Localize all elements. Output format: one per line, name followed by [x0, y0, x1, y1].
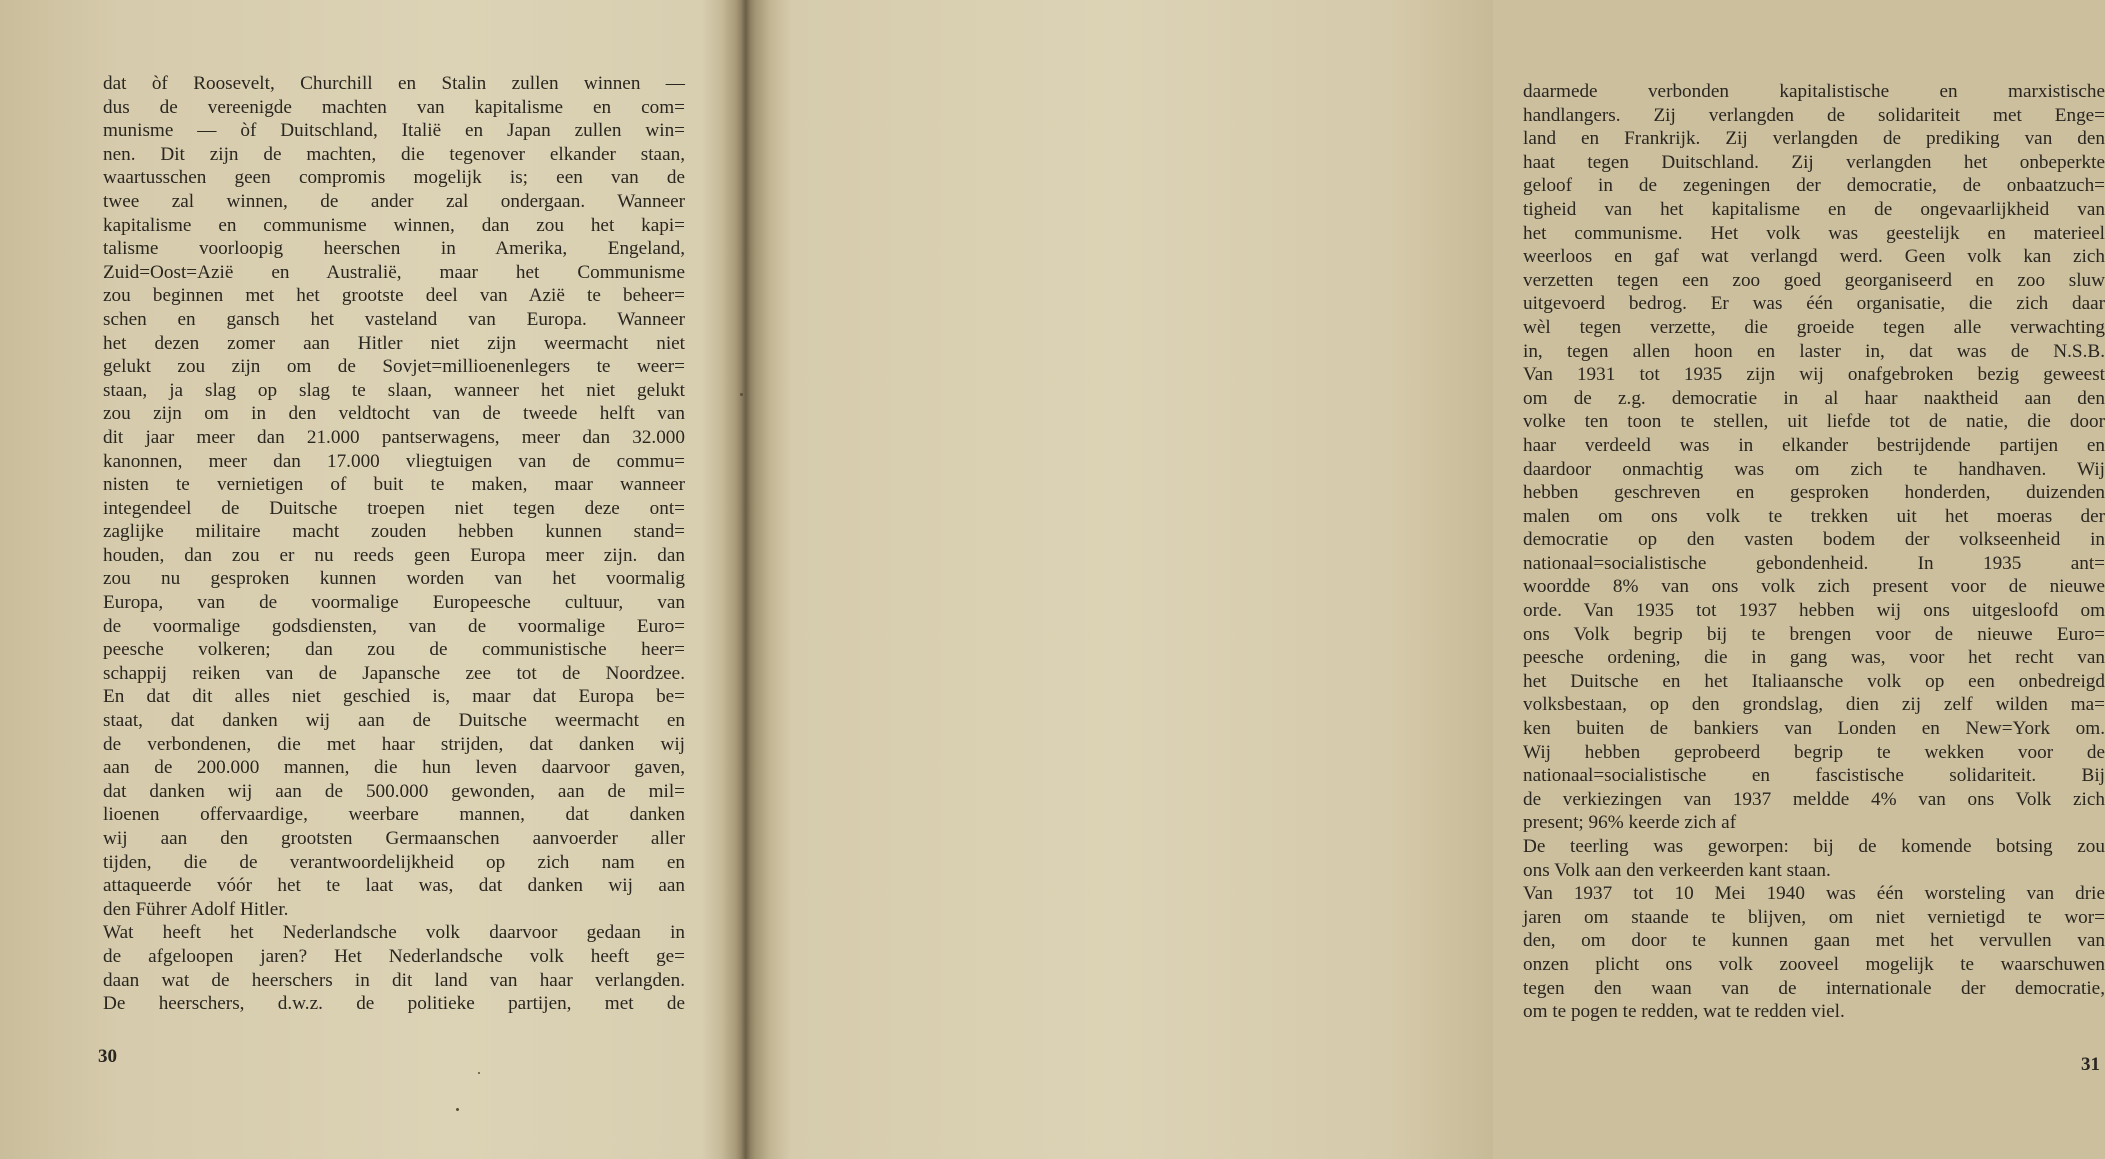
- text-line: aan de 200.000 mannen, die hun leven daarvoor gaven,: [103, 757, 685, 779]
- text-line: nationaal=socialistische gebondenheid. In 1935 ant=: [1523, 552, 2105, 574]
- paper-speck: [740, 393, 743, 396]
- text-line: integendeel de Duitsche troepen niet tegen deze ont=: [103, 497, 685, 519]
- text-line: zou beginnen met het grootste deel van Azië te beheer=: [103, 285, 685, 307]
- text-line: de verbondenen, die met haar strijden, dat danken wij: [103, 733, 685, 755]
- text-line: nen. Dit zijn de machten, die tegenover elkander staan,: [103, 143, 685, 165]
- text-line: zou zijn om in den veldtocht van de tweede helft van: [103, 403, 685, 425]
- text-line: kanonnen, meer dan 17.000 vliegtuigen van de commu=: [103, 450, 685, 472]
- text-line: nationaal=socialistische en fascistische solidariteit. Bij: [1523, 765, 2105, 787]
- text-line: onzen plicht ons volk zooveel mogelijk te waarschuwen: [1523, 953, 2105, 975]
- text-line: waartusschen geen compromis mogelijk is; een van de: [103, 167, 685, 189]
- text-line: staat, dat danken wij aan de Duitsche weermacht en: [103, 710, 685, 732]
- text-line: Zuid=Oost=Azië en Australië, maar het Communisme: [103, 261, 685, 283]
- left-page-body: [103, 72, 685, 1016]
- text-line: geloof in de zegeningen der democratie, de onbaatzuch=: [1523, 175, 2105, 197]
- text-line: haat tegen Duitschland. Zij verlangden het onbeperkte: [1523, 151, 2105, 173]
- text-line: dat danken wij aan de 500.000 gewonden, aan de mil=: [103, 780, 685, 802]
- right-page-number: 31: [2081, 1054, 2100, 1075]
- text-line: het Duitsche en het Italiaansche volk op een onbedreigd: [1523, 670, 2105, 692]
- text-line: De heerschers, d.w.z. de politieke partijen, met de: [103, 993, 685, 1015]
- right-page-body: [1523, 80, 2105, 1024]
- text-line: talisme voorloopig heerschen in Amerika, Engeland,: [103, 238, 685, 260]
- text-line: het communisme. Het volk was geestelijk en materieel: [1523, 222, 2105, 244]
- text-line: De teerling was geworpen: bij de komende botsing zou: [1523, 836, 2105, 857]
- right-page: [746, 0, 2105, 1159]
- paper-speck: [478, 1072, 480, 1074]
- text-line: haar verdeeld was in elkander bestrijdende partijen en: [1523, 434, 2105, 456]
- text-line: uitgevoerd bedrog. Er was één organisatie, die zich daar: [1523, 293, 2105, 315]
- text-line: Wij hebben geprobeerd begrip te wekken voor de: [1523, 741, 2105, 763]
- text-line: daan wat de heerschers in dit land van haar verlangden.: [103, 969, 685, 991]
- text-line: orde. Van 1935 tot 1937 hebben wij ons uitgesloofd om: [1523, 600, 2105, 622]
- text-line: dat òf Roosevelt, Churchill en Stalin zullen winnen —: [103, 73, 685, 94]
- text-line: tegen den waan van de internationale der democratie,: [1523, 977, 2105, 999]
- text-line: houden, dan zou er nu reeds geen Europa meer zijn. dan: [103, 544, 685, 566]
- text-line: peesche ordening, die in gang was, voor het recht van: [1523, 647, 2105, 669]
- text-line: land en Frankrijk. Zij verlangden de prediking van den: [1523, 128, 2105, 150]
- text-line: wèl tegen verzette, die groeide tegen alle verwachting: [1523, 316, 2105, 338]
- text-line: peesche volkeren; dan zou de communistische heer=: [103, 639, 685, 661]
- text-line: schappij reiken van de Japansche zee tot de Noordzee.: [103, 662, 685, 684]
- text-line: de verkiezingen van 1937 meldde 4% van ons Volk zich: [1523, 788, 2105, 810]
- text-line: present; 96% keerde zich af: [1523, 812, 1737, 834]
- text-line: jaren om staande te blijven, om niet vernietigd te wor=: [1523, 906, 2105, 928]
- text-line: En dat dit alles niet geschied is, maar dat Europa be=: [103, 686, 685, 708]
- text-line: de afgeloopen jaren? Het Nederlandsche volk heeft ge=: [103, 945, 685, 967]
- text-line: den Führer Adolf Hitler.: [103, 898, 289, 920]
- text-line: de voormalige godsdiensten, van de voormalige Euro=: [103, 615, 685, 637]
- text-line: in, tegen allen hoon en laster in, dat was de N.S.B.: [1523, 340, 2105, 362]
- text-line: malen om ons volk te trekken uit het moeras der: [1523, 505, 2105, 527]
- text-line: tigheid van het kapitalisme en de ongevaarlijkheid van: [1523, 198, 2105, 220]
- text-line: tijden, die de verantwoordelijkheid op zich nam en: [103, 851, 685, 873]
- text-line: ons Volk aan den verkeerden kant staan.: [1523, 859, 1831, 881]
- text-line: ons Volk begrip bij te brengen voor de nieuwe Euro=: [1523, 623, 2105, 645]
- text-line: lioenen offervaardige, weerbare mannen, dat danken: [103, 804, 685, 826]
- text-line: den, om door te kunnen gaan met het vervullen van: [1523, 930, 2105, 952]
- text-line: zou nu gesproken kunnen worden van het voormalig: [103, 568, 685, 590]
- text-line: dit jaar meer dan 21.000 pantserwagens, meer dan 32.000: [103, 426, 685, 448]
- text-line: woordde 8% van ons volk zich present voor de nieuwe: [1523, 576, 2105, 598]
- text-line: wij aan den grootsten Germaanschen aanvoerder aller: [103, 828, 685, 849]
- left-page-number: 30: [98, 1046, 117, 1067]
- text-line: democratie op den vasten bodem der volkseenheid in: [1523, 529, 2105, 551]
- text-line: staan, ja slag op slag te slaan, wanneer het niet gelukt: [103, 379, 685, 401]
- text-line: dus de vereenigde machten van kapitalisme en com=: [103, 96, 685, 118]
- text-line: schen en gansch het vasteland van Europa. Wanneer: [103, 308, 685, 330]
- text-line: volke ten toon te stellen, uit liefde tot de natie, die door: [1523, 411, 2105, 433]
- text-line: volksbestaan, op den grondslag, dien zij zelf wilden ma=: [1523, 694, 2105, 716]
- text-line: weerloos en gaf wat verlangd werd. Geen volk kan zich: [1523, 246, 2105, 268]
- text-line: verzetten tegen een zoo goed georganiseerd en zoo sluw: [1523, 269, 2105, 291]
- text-line: zaglijke militaire macht zouden hebben kunnen stand=: [103, 521, 685, 543]
- text-line: kapitalisme en communisme winnen, dan zou het kapi=: [103, 214, 685, 236]
- text-line: Europa, van de voormalige Europeesche cultuur, van: [103, 592, 685, 614]
- text-line: twee zal winnen, de ander zal ondergaan. Wanneer: [103, 190, 685, 212]
- text-line: nisten te vernietigen of buit te maken, maar wanneer: [103, 474, 685, 496]
- text-line: daardoor onmachtig was om zich te handhaven. Wij: [1523, 458, 2105, 480]
- text-line: attaqueerde vóór het te laat was, dat danken wij aan: [103, 875, 685, 897]
- text-line: Van 1937 tot 10 Mei 1940 was één worsteling van drie: [1523, 883, 2105, 905]
- text-line: handlangers. Zij verlangden de solidariteit met Enge=: [1523, 104, 2105, 126]
- text-line: ken buiten de bankiers van Londen en New=York om.: [1523, 718, 2105, 740]
- text-line: om te pogen te redden, wat te redden viel.: [1523, 1001, 1845, 1023]
- text-line: gelukt zou zijn om de Sovjet=millioenenlegers te weer=: [103, 356, 685, 378]
- text-line: Van 1931 tot 1935 zijn wij onafgebroken bezig geweest: [1523, 364, 2105, 386]
- paper-speck: [456, 1108, 459, 1111]
- text-line: daarmede verbonden kapitalistische en marxistische: [1523, 81, 2105, 102]
- text-line: het dezen zomer aan Hitler niet zijn weermacht niet: [103, 332, 685, 354]
- left-page: [0, 0, 738, 1159]
- text-line: om de z.g. democratie in al haar naaktheid aan den: [1523, 387, 2105, 409]
- text-line: munisme — òf Duitschland, Italië en Japan zullen win=: [103, 120, 685, 142]
- text-line: Wat heeft het Nederlandsche volk daarvoor gedaan in: [103, 922, 685, 944]
- text-line: hebben geschreven en gesproken honderden, duizenden: [1523, 482, 2105, 504]
